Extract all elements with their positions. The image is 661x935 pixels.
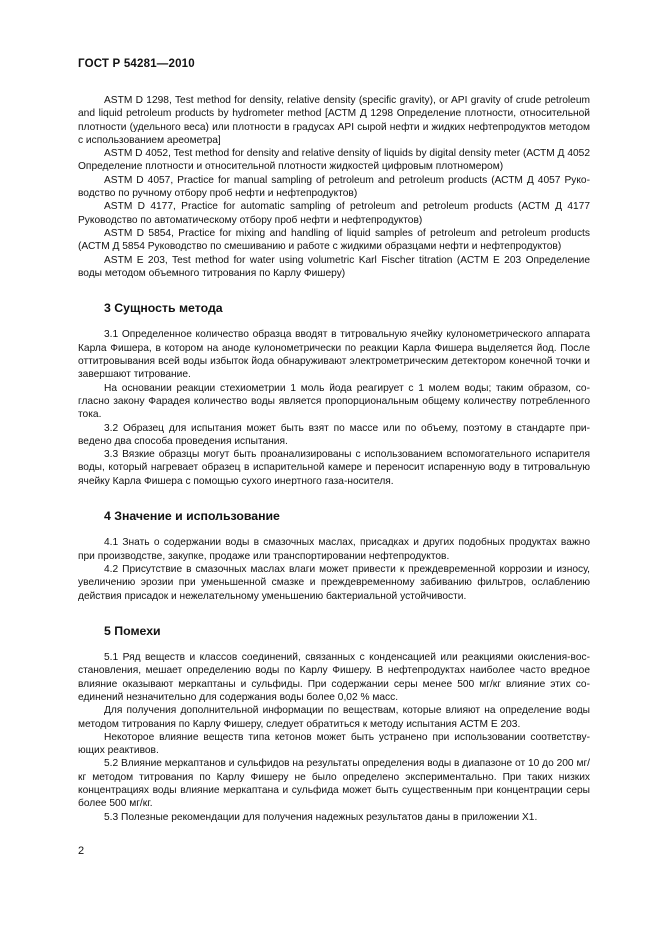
- section-3-title: 3 Сущность метода: [104, 301, 223, 316]
- reference-item: ASTM D 4057, Practice for manual sampling of petroleum and petroleum products (АСТМ Д 4057 Руководство по ручному отбору проб нефти и нефтепродуктов): [78, 174, 590, 200]
- paragraph: 4.1 Знать о содержании воды в смазочных маслах, присадках и других подобных продуктах важно при производстве, закупке, продаже или транспортировании нефтепродуктов.: [78, 537, 590, 562]
- standard-header: ГОСТ Р 54281—2010: [78, 58, 195, 70]
- section-4: [78, 510, 590, 603]
- section-3: [78, 302, 590, 488]
- paragraph: 3.3 Вязкие образцы могут быть проанализированы с использованием вспомогательного испарителя воды, который нагревает образец в испарительной камере и переносит испаренную воду в титровальную ячейку Карла Фишера с помощью сухого инертного газа-носителя.: [78, 449, 590, 487]
- reference-item: ASTM E 203, Test method for water using volumetric Karl Fischer titration (АСТМ Е 203 Определение воды методом объемного титрования по Карлу Фишеру): [78, 254, 590, 279]
- paragraph: 5.3 Полезные рекомендации для получения надежных результатов даны в приложении Х1.: [104, 811, 538, 823]
- paragraph: 3.2 Образец для испытания может быть взят по массе или по объему, поэтому в стандарте приведено два способа проведения испытания.: [78, 422, 590, 447]
- reference-item: ASTM D 5854, Practice for mixing and handling of liquid samples of petroleum and petroleum products (АСТМ Д 5854 Руководство по смешиванию и работе с жидкими образцами нефти и нефтепродуктов): [78, 227, 590, 253]
- references-list: [78, 94, 590, 280]
- document-body: [78, 94, 590, 824]
- page-number: 2: [78, 845, 85, 857]
- section-5: [78, 625, 590, 824]
- reference-item: ASTM D 4177, Practice for automatic sampling of petroleum and petroleum products (АСТМ Д 4177 Руководство по автоматическому отбору проб нефти и нефтепродуктов): [78, 201, 590, 226]
- paragraph: Некоторое влияние веществ типа кетонов может быть устранено при использовании соответствующих реактивов.: [78, 731, 590, 757]
- paragraph: 3.1 Определенное количество образца вводят в титровальную ячейку кулонометрического аппарата Карла Фишера, в котором на аноде кулонометрически по реакции Карла Фишера выделяется йод. После оттитровывания всей воды избыток йода обнаруживают электрометрическим детектором конечной точки и завершают титрование.: [78, 329, 590, 381]
- section-4-title: 4 Значение и использование: [104, 509, 280, 524]
- paragraph: 5.1 Ряд веществ и классов соединений, связанных с конденсацией или реакциями окисления-восстановления, мешает определению воды по Карлу Фишеру. В нефтепродуктах наиболее часто вредное влияние оказывают меркаптаны и сульфиды. При содержании серы менее 500 мг/кг влияние этих соединений незначительно для содержания воды более 0,02 % масс.: [78, 652, 590, 703]
- paragraph: 4.2 Присутствие в смазочных маслах влаги может привести к преждевременной коррозии и износу, увеличению эрозии при уменьшенной смазке и преждевременному забиванию фильтров, ослаблению действия присадок и нежелательному уменьшению бактериальной устойчивости.: [78, 563, 590, 602]
- paragraph: 5.2 Влияние меркаптанов и сульфидов на результаты определения воды в диапазоне от 10 до 200 мг/кг методом титрования по Карлу Фишеру не было определено экспериментально. При таких низких концентрациях воды влияние меркаптана и сульфида может быть существенным при концентрации серы более 500 мг/кг.: [78, 758, 590, 810]
- section-5-title: 5 Помехи: [104, 623, 161, 638]
- paragraph: На основании реакции стехиометрии 1 моль йода реагирует с 1 молем воды; таким образом, согласно закону Фарадея количество воды является пропорциональным общему количеству потребленного тока.: [78, 382, 590, 421]
- reference-item: ASTM D 1298, Test method for density, relative density (specific gravity), or API gravity of crude petroleum and liquid petroleum products by hydrometer method [АСТМ Д 1298 Определение плотности, относительной плотности (удельного веса) или плотности в градусах API сырой нефти и жидких нефтепродуктов методом с использованием ареометра]: [78, 95, 590, 146]
- reference-item: ASTM D 4052, Test method for density and relative density of liquids by digital density meter (АСТМ Д 4052 Определение плотности и относительной плотности жидкостей цифровым плотномером): [78, 148, 590, 173]
- paragraph: Для получения дополнительной информации по веществам, которые влияют на определение воды методом титрования по Карлу Фишеру, следует обратиться к методу испытания АСТМ Е 203.: [78, 705, 590, 730]
